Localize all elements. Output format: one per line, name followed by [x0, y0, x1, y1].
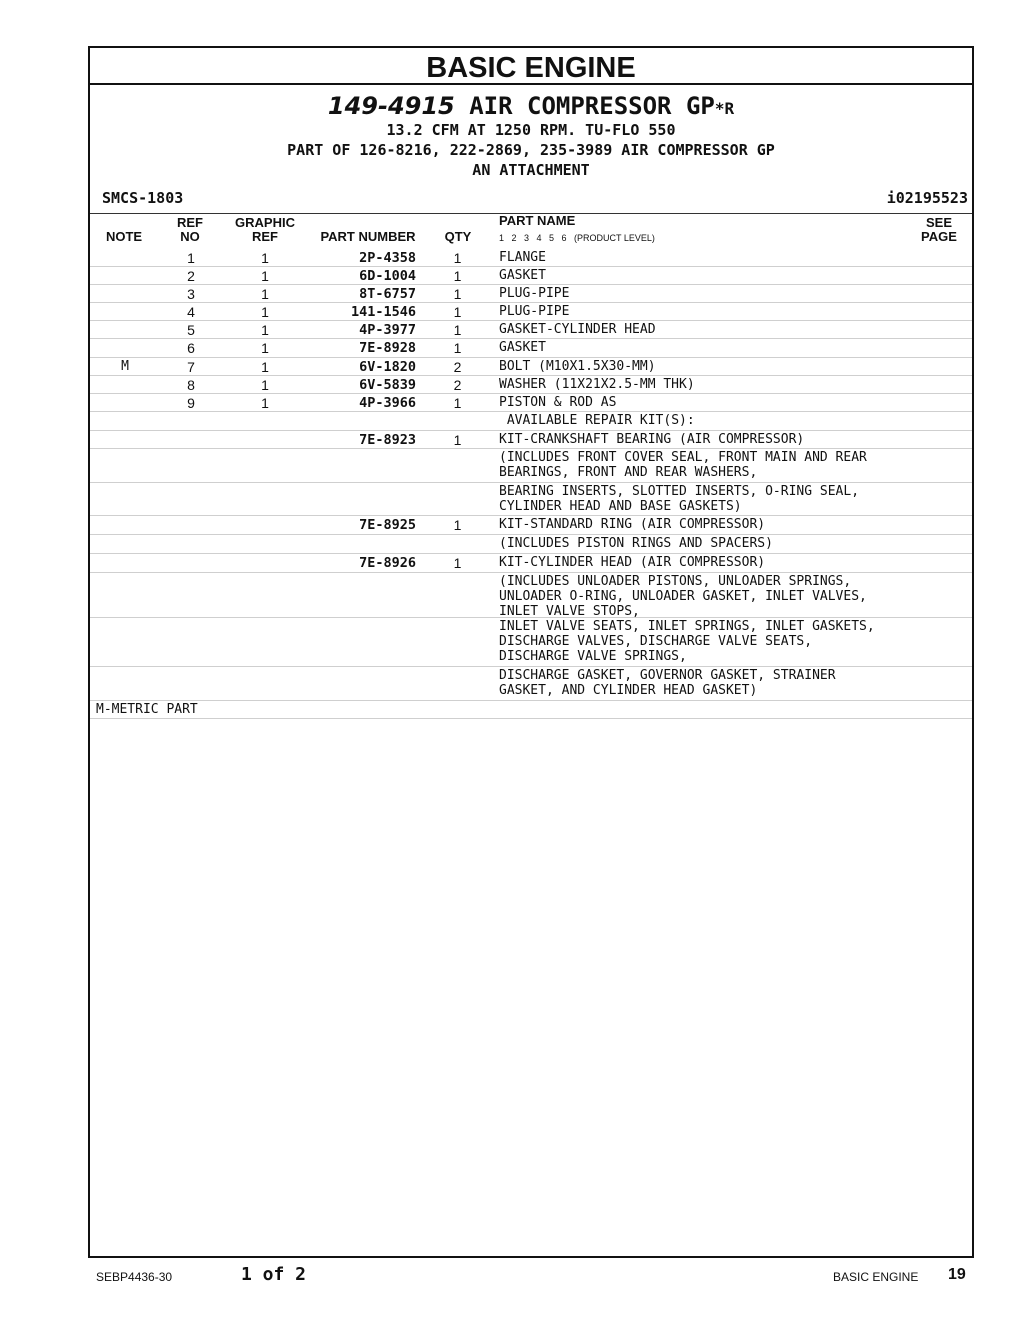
ref-no-cell: 9 — [187, 395, 195, 411]
part-name-cell: GASKET — [499, 340, 546, 355]
graphic-ref-cell: 1 — [261, 286, 269, 302]
footer-page-number: 19 — [948, 1266, 966, 1283]
part-name-cell: KIT-STANDARD RING (AIR COMPRESSOR) — [499, 517, 766, 532]
ref-no-cell: 7 — [187, 359, 195, 375]
footer-sheet: 1 of 2 — [241, 1264, 307, 1285]
footnote-row — [90, 700, 972, 719]
qty-cell: 1 — [453, 268, 462, 284]
col-ref-no-header: REF NO — [177, 215, 203, 244]
qty-cell: 1 — [453, 517, 462, 533]
table-row — [90, 357, 972, 376]
table-row — [90, 411, 972, 431]
part-number-cell: 4P-3977 — [359, 322, 416, 338]
part-number-cell: 7E-8928 — [359, 340, 416, 356]
part-name-cell: (INCLUDES UNLOADER PISTONS, UNLOADER SPRINGS, UNLOADER O-RING, UNLOADER GASKET, INLET VALVES, INLET VALVE STOPS, — [499, 574, 867, 619]
ref-no-cell: 3 — [187, 286, 195, 302]
graphic-ref-cell: 1 — [261, 395, 269, 411]
part-name-cell: DISCHARGE GASKET, GOVERNOR GASKET, STRAINER GASKET, AND CYLINDER HEAD GASKET) — [499, 668, 836, 698]
qty-cell: 1 — [453, 340, 462, 356]
table-row — [90, 534, 972, 554]
parts-list-frame — [88, 46, 974, 1258]
qty-cell: 2 — [453, 359, 462, 375]
section-title: BASIC ENGINE — [90, 48, 972, 85]
qty-cell: 1 — [453, 395, 462, 411]
part-number-cell: 6V-5839 — [359, 377, 416, 393]
group-name: AIR COMPRESSOR GP — [469, 92, 715, 120]
group-attachment-line: AN ATTACHMENT — [472, 161, 590, 179]
part-number-cell: 2P-4358 — [359, 250, 416, 266]
smcs-code: SMCS-1803 — [102, 189, 184, 207]
graphic-ref-cell: 1 — [261, 268, 269, 284]
table-row — [90, 248, 972, 267]
graphic-ref-cell: 1 — [261, 377, 269, 393]
part-number-cell: 141-1546 — [350, 304, 416, 320]
group-heading — [90, 92, 972, 120]
part-name-cell: WASHER (11X21X2.5-MM THK) — [499, 377, 695, 392]
note-cell: M — [121, 359, 129, 374]
part-name-cell: PISTON & ROD AS — [499, 395, 617, 410]
footer-doc-number: SEBP4436-30 — [96, 1270, 173, 1284]
graphic-ref-cell: 1 — [261, 304, 269, 320]
part-name-cell: (INCLUDES FRONT COVER SEAL, FRONT MAIN AND REAR BEARINGS, FRONT AND REAR WASHERS, — [499, 450, 867, 480]
part-number-cell: 4P-3966 — [359, 395, 416, 411]
group-spec-line: 13.2 CFM AT 1250 RPM. TU-FLO 550 — [386, 121, 676, 139]
footer-section: BASIC ENGINE — [833, 1270, 919, 1284]
table-row — [90, 515, 972, 535]
graphic-ref-cell: 1 — [261, 359, 269, 375]
table-row — [90, 482, 972, 516]
part-number-cell: 7E-8926 — [359, 555, 416, 571]
part-name-cell: INLET VALVE SEATS, INLET SPRINGS, INLET GASKETS, DISCHARGE VALVES, DISCHARGE VALVE SEATS, DISCHARGE VALVE SPRINGS, — [499, 619, 875, 664]
part-number-cell: 7E-8925 — [359, 517, 416, 533]
table-row — [90, 320, 972, 339]
part-number-cell: 6V-1820 — [359, 359, 416, 375]
part-name-cell: (INCLUDES PISTON RINGS AND SPACERS) — [499, 536, 773, 551]
part-name-cell: BOLT (M10X1.5X30-MM) — [499, 359, 656, 374]
ref-no-cell: 2 — [187, 268, 195, 284]
part-number-cell: 6D-1004 — [359, 268, 416, 284]
table-row — [90, 266, 972, 285]
qty-cell: 1 — [453, 304, 462, 320]
table-row — [90, 430, 972, 449]
table-row — [90, 666, 972, 701]
table-row — [90, 617, 972, 667]
table-row — [90, 553, 972, 573]
group-mark: *R — [714, 99, 735, 118]
graphic-ref-cell: 1 — [261, 340, 269, 356]
product-level-header: 1 2 3 4 5 6 (PRODUCT LEVEL) — [499, 233, 655, 243]
part-name-cell: KIT-CRANKSHAFT BEARING (AIR COMPRESSOR) — [499, 432, 805, 447]
illustration-id: i02195523 — [886, 189, 968, 207]
ref-no-cell: 4 — [187, 304, 195, 320]
part-name-cell: AVAILABLE REPAIR KIT(S): — [499, 413, 695, 428]
graphic-ref-cell: 1 — [261, 250, 269, 266]
qty-cell: 1 — [453, 250, 462, 266]
group-part-number: 149-4915 — [327, 92, 455, 120]
table-row — [90, 284, 972, 303]
qty-cell: 1 — [453, 555, 462, 571]
table-row — [90, 375, 972, 394]
col-see-page-header: SEE PAGE — [921, 215, 957, 244]
qty-cell: 1 — [453, 432, 462, 448]
qty-cell: 2 — [453, 377, 462, 393]
graphic-ref-cell: 1 — [261, 322, 269, 338]
qty-cell: 1 — [453, 322, 462, 338]
ref-no-cell: 8 — [187, 377, 195, 393]
part-number-cell: 7E-8923 — [359, 432, 416, 448]
part-name-cell: FLANGE — [499, 250, 546, 265]
col-note-header: NOTE — [105, 229, 143, 244]
part-number-cell: 8T-6757 — [359, 286, 416, 302]
qty-cell: 1 — [453, 286, 462, 302]
ref-no-cell: 6 — [187, 340, 195, 356]
part-name-cell: PLUG-PIPE — [499, 286, 570, 301]
table-row — [90, 448, 972, 483]
part-name-cell: BEARING INSERTS, SLOTTED INSERTS, O-RING SEAL, CYLINDER HEAD AND BASE GASKETS) — [499, 484, 860, 514]
table-row — [90, 338, 972, 358]
col-graphic-ref-header: GRAPHIC REF — [235, 215, 295, 244]
col-qty-header: QTY — [444, 229, 472, 244]
part-name-cell: KIT-CYLINDER HEAD (AIR COMPRESSOR) — [499, 555, 766, 570]
part-name-cell: GASKET — [499, 268, 546, 283]
ref-no-cell: 5 — [187, 322, 195, 338]
group-part-of-line: PART OF 126-8216, 222-2869, 235-3989 AIR COMPRESSOR GP — [287, 141, 775, 159]
metric-part-footnote: M-METRIC PART — [96, 702, 198, 717]
col-part-number-header: PART NUMBER — [320, 229, 416, 244]
ref-no-cell: 1 — [187, 250, 195, 266]
col-part-name-header: PART NAME — [499, 213, 576, 228]
table-row — [90, 302, 972, 321]
part-name-cell: GASKET-CYLINDER HEAD — [499, 322, 656, 337]
table-row — [90, 393, 972, 412]
part-name-cell: PLUG-PIPE — [499, 304, 570, 319]
table-row — [90, 572, 972, 618]
